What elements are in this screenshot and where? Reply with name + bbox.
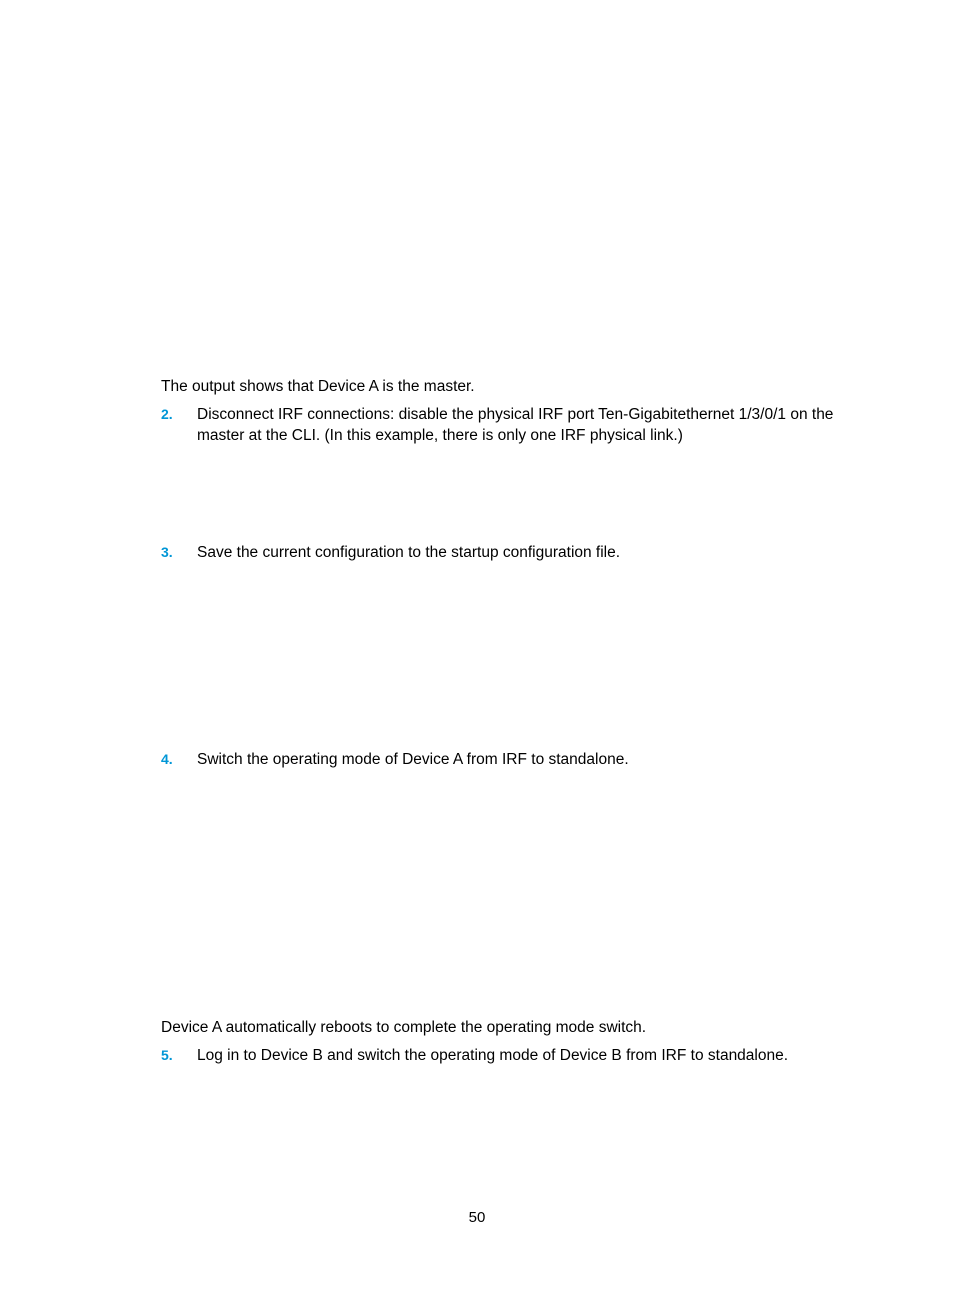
list-item-step-4: [161, 749, 861, 771]
body-paragraph-reboot: Device A automatically reboots to complete the operating mode switch.: [161, 1019, 647, 1036]
body-paragraph-master: The output shows that Device A is the master.: [161, 378, 475, 395]
step-text: Switch the operating mode of Device A from IRF to standalone.: [197, 751, 629, 768]
step-number: 3.: [161, 544, 173, 560]
step-text: Disconnect IRF connections: disable the physical IRF port Ten-Gigabitethernet 1/3/0/1 on the master at the CLI. (In this example, there is only one IRF physical link.): [197, 406, 834, 444]
step-text: Save the current configuration to the startup configuration file.: [197, 544, 621, 561]
step-number: 2.: [161, 406, 173, 422]
step-text: Log in to Device B and switch the operating mode of Device B from IRF to standalone.: [197, 1047, 789, 1064]
step-number: 5.: [161, 1047, 173, 1063]
list-item-step-5: [161, 1045, 861, 1067]
step-number: 4.: [161, 751, 173, 767]
page-number: 50: [468, 1209, 486, 1226]
list-item-step-2: [161, 404, 861, 448]
list-item-step-3: [161, 542, 861, 564]
